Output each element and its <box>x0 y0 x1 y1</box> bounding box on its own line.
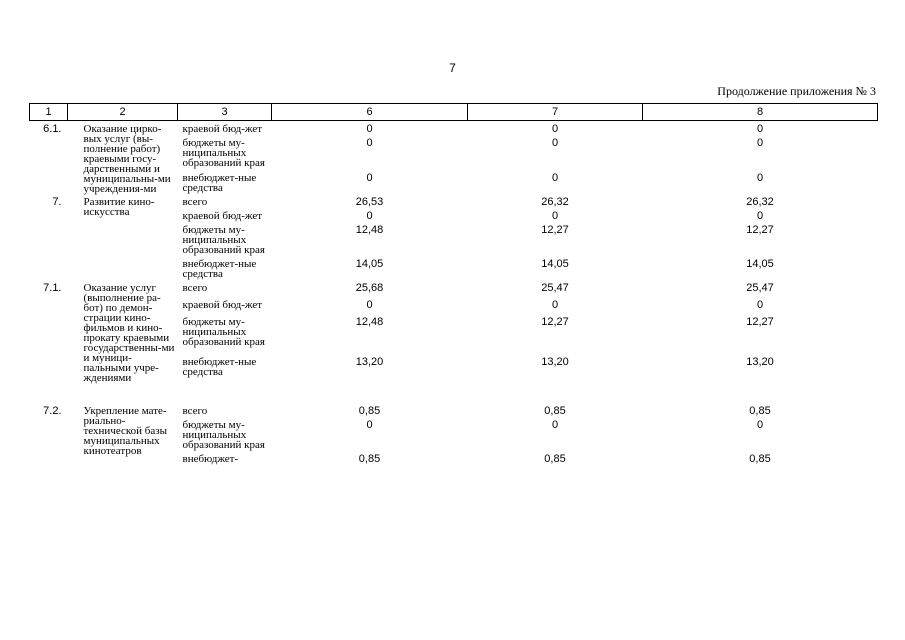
column-header-2: 2 <box>68 104 178 121</box>
funding-source: внебюджет-ные средства <box>182 258 257 280</box>
value-col-8: 0 <box>756 123 764 135</box>
column-header-8: 8 <box>643 104 878 121</box>
table-header-row <box>30 104 878 121</box>
item-number: 7. <box>52 196 62 208</box>
value-col-8: 14,05 <box>746 258 774 270</box>
value-col-8: 0,85 <box>749 453 771 465</box>
item-number: 6.1. <box>43 123 62 135</box>
value-col-7: 25,47 <box>541 282 569 294</box>
value-col-7: 0,85 <box>544 405 566 417</box>
value-col-6: 25,68 <box>355 282 384 294</box>
value-col-6: 0 <box>366 171 373 184</box>
funding-source: внебюджет- <box>182 453 239 465</box>
table-body <box>30 121 878 466</box>
value-col-6: 0 <box>366 123 373 135</box>
column-header-7: 7 <box>468 104 643 121</box>
value-col-8: 0,85 <box>749 405 771 417</box>
value-col-6: 13,20 <box>355 356 384 369</box>
item-name: Развитие кино-искусства <box>83 196 155 218</box>
value-col-8: 0 <box>756 419 764 431</box>
value-col-6: 12,48 <box>355 224 384 236</box>
value-col-8: 13,20 <box>746 356 774 369</box>
value-col-6: 26,53 <box>355 196 384 208</box>
row-spacer <box>30 383 878 403</box>
value-col-7: 0 <box>551 171 559 184</box>
funding-source: всего <box>182 196 208 208</box>
value-col-7: 12,27 <box>541 224 569 236</box>
funding-source: краевой бюд-жет <box>182 123 263 135</box>
value-col-7: 14,05 <box>541 258 569 270</box>
value-col-7: 13,20 <box>541 356 569 369</box>
value-col-8: 25,47 <box>746 282 774 294</box>
value-col-7: 0 <box>551 419 559 431</box>
value-col-6: 0 <box>366 298 373 311</box>
value-col-8: 26,32 <box>746 196 774 208</box>
table-row <box>30 280 878 297</box>
value-col-7: 0 <box>551 123 559 135</box>
funding-source: бюджеты му-ниципальных образований края <box>182 419 265 451</box>
funding-source: внебюджет-ные средства <box>182 171 257 194</box>
value-col-7: 0 <box>551 137 559 150</box>
table-row <box>30 403 878 417</box>
item-name: Укрепление мате-риально-технической базы муниципальных кинотеатров <box>83 405 168 457</box>
value-col-8: 0 <box>756 210 764 222</box>
column-header-1: 1 <box>30 104 68 121</box>
funding-source: всего <box>182 282 208 294</box>
value-col-6: 0,85 <box>358 405 381 417</box>
value-col-7: 26,32 <box>541 196 569 208</box>
value-col-6: 14,05 <box>355 258 384 270</box>
item-name: Оказание цирко-вых услуг (вы-полнение работ) краевыми госу-дарственными и муниципальны-ми учреждения-ми <box>83 123 171 195</box>
appendix-continuation-label: Продолжение приложения № 3 <box>717 84 876 98</box>
value-col-7: 0,85 <box>544 453 566 465</box>
value-col-6: 0 <box>366 137 373 150</box>
value-col-6: 12,48 <box>355 315 384 328</box>
funding-source: бюджеты му-ниципальных образований края <box>182 315 265 348</box>
item-number: 7.1. <box>43 282 62 294</box>
value-col-8: 0 <box>756 171 764 184</box>
funding-source: бюджеты му-ниципальных образований края <box>182 137 265 170</box>
value-col-6: 0 <box>366 419 373 431</box>
funding-source: краевой бюд-жет <box>182 298 263 311</box>
value-col-8: 0 <box>756 137 764 150</box>
column-header-3: 3 <box>178 104 272 121</box>
item-number: 7.2. <box>43 405 62 417</box>
page-number: 7 <box>449 61 456 75</box>
value-col-6: 0 <box>366 210 373 222</box>
table-row <box>30 194 878 208</box>
funding-source: всего <box>182 405 208 417</box>
value-col-8: 0 <box>756 298 764 311</box>
value-col-7: 0 <box>551 210 559 222</box>
funding-source: бюджеты му-ниципальных образований края <box>182 224 265 256</box>
funding-source: внебюджет-ные средства <box>182 356 257 379</box>
value-col-7: 12,27 <box>541 315 569 328</box>
column-header-6: 6 <box>272 104 468 121</box>
value-col-8: 12,27 <box>746 224 774 236</box>
budget-table <box>29 103 878 465</box>
value-col-7: 0 <box>551 298 559 311</box>
value-col-6: 0,85 <box>358 453 381 465</box>
value-col-8: 12,27 <box>746 315 774 328</box>
funding-source: краевой бюд-жет <box>182 210 263 222</box>
table-row <box>30 121 878 136</box>
item-name: Оказание услуг (выполнение ра-бот) по демон-страции кино-фильмов и кино-прокату краевыми государственны-ми и муници-пальными учре-ждениями <box>83 282 175 384</box>
